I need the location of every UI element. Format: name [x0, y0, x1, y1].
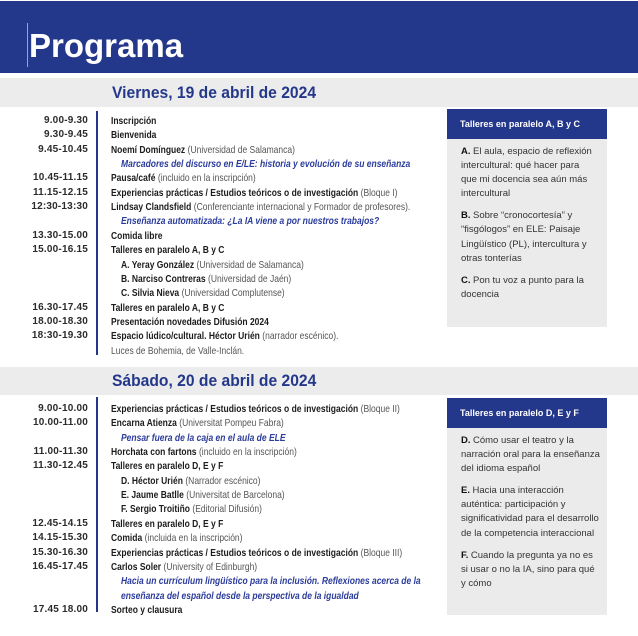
time-slot: 11.30-12.45	[32, 460, 88, 472]
time-slot: 9.00-10.00	[38, 402, 88, 414]
schedule-row	[0, 315, 440, 329]
workshop-line	[461, 187, 601, 201]
session-content	[111, 531, 242, 545]
workshop-line	[461, 512, 601, 526]
session-content	[111, 301, 224, 315]
workshop-text: de la competencia interaccional	[461, 527, 595, 539]
time-slot: 10.45-11.15	[32, 172, 88, 184]
session-title: Carlos Soler	[111, 560, 162, 573]
session-content	[111, 445, 297, 459]
day-heading: Viernes, 19 de abril de 2024	[112, 82, 317, 102]
workshop-text: intercultural: qué hacer para	[461, 159, 580, 171]
session-title: Talleres en paralelo D, E y F	[111, 517, 224, 530]
workshop-line	[461, 223, 601, 237]
workshop-session-row	[0, 502, 440, 516]
session-note: (Bloque I)	[360, 186, 398, 199]
workshop-letter: F.	[461, 549, 469, 561]
day-heading-band	[0, 367, 638, 395]
workshops-box-title: Talleres en paralelo D, E y F	[447, 398, 607, 428]
workshop-line	[461, 145, 601, 159]
session-note: Luces de Bohemia, de Valle-Inclán.	[111, 344, 245, 357]
talk-title-row	[0, 157, 440, 171]
session-content	[111, 329, 338, 343]
workshop-text: docencia	[461, 288, 500, 300]
workshop-item	[461, 484, 601, 541]
workshop-letter: B.	[461, 210, 471, 222]
schedule-row	[0, 186, 440, 200]
schedule-row	[0, 128, 440, 142]
session-note: (Editorial Difusión)	[192, 503, 262, 516]
session-title: Noemí Domínguez	[111, 143, 186, 156]
talk-title-row	[0, 574, 440, 588]
session-title: Presentación novedades Difusión 2024	[111, 316, 269, 329]
session-title: B. Narciso Contreras	[121, 272, 206, 285]
schedule-row	[0, 402, 440, 416]
session-title: Encarna Atienza	[111, 417, 177, 430]
time-slot: 11.15-12.15	[32, 186, 88, 198]
workshops-list	[447, 428, 607, 591]
schedule-row	[0, 344, 440, 358]
workshop-line	[461, 527, 601, 541]
session-content	[111, 315, 269, 329]
time-slot: 15.00-16.15	[32, 244, 88, 256]
session-content	[111, 143, 295, 157]
session-note: (incluida en la inscripción)	[144, 532, 243, 545]
workshop-text: intercultural	[461, 188, 511, 200]
session-note: (Universidad de Salamanca)	[187, 143, 295, 156]
day-saturday	[0, 367, 638, 617]
workshop-line	[461, 288, 601, 302]
session-content	[121, 474, 261, 488]
session-content	[111, 186, 398, 200]
session-content	[111, 114, 156, 128]
schedule-row	[0, 200, 440, 214]
workshop-text: El aula, espacio de reflexión	[473, 145, 592, 157]
text-cursor	[27, 23, 28, 67]
schedule-row	[0, 143, 440, 157]
workshops-box	[447, 109, 607, 327]
workshop-text: “fisgólogos” en ELE: Paisaje	[461, 224, 581, 236]
session-content	[111, 517, 223, 531]
session-content	[111, 459, 223, 473]
schedule-row	[0, 531, 440, 545]
session-content	[111, 402, 400, 416]
schedule-row	[0, 445, 440, 459]
workshop-item	[461, 434, 601, 477]
session-content	[121, 431, 286, 445]
workshop-line	[461, 498, 601, 512]
schedule-row	[0, 329, 440, 343]
session-note: (Narrador escénico)	[185, 474, 261, 487]
workshops-list	[447, 139, 607, 302]
session-title: Experiencias prácticas / Estudios teóricos o de investigación	[111, 402, 359, 415]
workshop-line	[461, 159, 601, 173]
session-note: (narrador escénico).	[262, 330, 339, 343]
session-title: D. Héctor Urién	[121, 474, 183, 487]
workshop-text: si usar o no la IA, sino para qué	[461, 563, 595, 575]
workshop-item	[461, 549, 601, 592]
session-title: A. Yeray González	[121, 258, 195, 271]
session-title: Talleres en paralelo A, B y C	[111, 301, 225, 314]
workshop-session-row	[0, 286, 440, 300]
session-content	[121, 589, 359, 603]
session-title: Experiencias prácticas / Estudios teóricos o de investigación	[111, 186, 359, 199]
time-slot: 16.45-17.45	[32, 560, 88, 572]
workshop-item	[461, 274, 601, 302]
talk-title-row	[0, 214, 440, 228]
schedule-row	[0, 243, 440, 257]
time-slot: 13.30-15.00	[32, 229, 88, 241]
workshop-line	[461, 173, 601, 187]
session-note: (incluido en la inscripción)	[157, 172, 256, 185]
session-note: (University of Edinburgh)	[163, 560, 258, 573]
session-title: Lindsay Clandsfield	[111, 201, 192, 214]
workshop-line	[461, 434, 601, 448]
schedule-row	[0, 301, 440, 315]
session-title: C. Silvia Nieva	[121, 287, 180, 300]
time-slot: 12.45-14.15	[32, 517, 88, 529]
workshop-text: y cómo	[461, 577, 492, 589]
schedule-row	[0, 546, 440, 560]
talk-title: Hacia un currículum lingüístico para la inclusión. Reflexiones acerca de la	[121, 575, 421, 588]
session-content	[121, 502, 262, 516]
time-slot: 18:30-19.30	[31, 330, 88, 342]
schedule-row	[0, 560, 440, 574]
day-heading-band	[0, 78, 638, 107]
workshop-text: otras tonterías	[461, 252, 522, 264]
session-title: E. Jaume Batlle	[121, 489, 184, 502]
workshop-text: significatividad para el desarrollo	[461, 513, 599, 525]
workshop-text: Sobre “cronocortesía” y	[473, 210, 573, 222]
schedule-list	[0, 402, 440, 618]
workshop-item	[461, 209, 601, 266]
session-title: Pausa/café	[111, 172, 156, 185]
session-content	[111, 128, 156, 142]
session-title: Espacio lúdico/cultural. Héctor Urién	[111, 330, 260, 343]
workshop-line	[461, 274, 601, 288]
session-title: Talleres en paralelo D, E y F	[111, 460, 224, 473]
session-title: Experiencias prácticas / Estudios teóricos o de investigación	[111, 546, 359, 559]
schedule-row	[0, 603, 440, 617]
session-note: (incluido en la inscripción)	[198, 445, 297, 458]
page-title: Programa	[29, 27, 184, 64]
session-content	[111, 546, 402, 560]
workshops-box	[447, 398, 607, 615]
time-slot: 9.30-9.45	[43, 129, 88, 141]
time-slot: 9.00-9.30	[43, 114, 88, 126]
time-slot: 15.30-16.30	[32, 546, 88, 558]
schedule-row	[0, 229, 440, 243]
time-slot: 9.45-10.45	[38, 143, 88, 155]
talk-title: Pensar fuera de la caja en el aula de ELE	[121, 431, 286, 444]
workshop-text: Pon tu voz a punto para la	[473, 274, 584, 286]
session-content	[111, 560, 257, 574]
talk-title: enseñanza del español desde la perspectiva de la igualdad	[121, 589, 359, 602]
session-note: (Bloque II)	[360, 402, 400, 415]
page-header	[0, 1, 638, 73]
session-title: Bienvenida	[111, 129, 157, 142]
workshop-letter: C.	[461, 274, 471, 286]
workshops-box-title: Talleres en paralelo A, B y C	[447, 109, 607, 139]
workshop-line	[461, 209, 601, 223]
session-title: Sorteo y clausura	[111, 604, 183, 617]
schedule-row	[0, 114, 440, 128]
workshop-text: Cuando la pregunta ya no es	[470, 549, 593, 561]
workshop-line	[461, 563, 601, 577]
session-note: (Universidad de Salamanca)	[196, 258, 304, 271]
session-note: (Universitat Pompeu Fabra)	[179, 417, 284, 430]
session-content	[111, 229, 163, 243]
time-slot: 10.00-11.00	[32, 417, 88, 429]
workshop-text: Cómo usar el teatro y la	[473, 434, 574, 446]
session-content	[111, 171, 256, 185]
session-content	[121, 214, 379, 228]
day-heading: Sábado, 20 de abril de 2024	[112, 371, 317, 390]
session-content	[121, 157, 410, 171]
workshop-letter: A.	[461, 145, 471, 157]
workshop-line	[461, 484, 601, 498]
session-title: Inscripción	[111, 114, 157, 127]
workshop-session-row	[0, 474, 440, 488]
workshop-text: auténtica: participación y	[461, 499, 566, 511]
workshop-session-row	[0, 272, 440, 286]
workshop-letter: D.	[461, 434, 471, 446]
workshop-session-row	[0, 488, 440, 502]
time-slot: 11.00-11.30	[33, 445, 88, 457]
workshop-text: narración oral para la enseñanza	[461, 448, 600, 460]
session-note: (Universitat de Barcelona)	[186, 489, 285, 502]
time-slot: 14.15-15.30	[32, 532, 88, 544]
schedule-row	[0, 459, 440, 473]
session-content	[121, 286, 285, 300]
workshop-session-row	[0, 258, 440, 272]
session-content	[111, 243, 224, 257]
session-content	[111, 416, 284, 430]
talk-title-row	[0, 589, 440, 603]
schedule-list	[0, 114, 440, 358]
time-slot: 12:30-13:30	[31, 201, 88, 213]
session-content	[121, 258, 304, 272]
session-note: (Universidad de Jaén)	[208, 272, 292, 285]
workshop-line	[461, 252, 601, 266]
session-note: (Conferenciante internacional y Formador de profesores).	[193, 201, 411, 214]
workshop-text: Hacia una interacción	[472, 484, 564, 496]
talk-title-row	[0, 431, 440, 445]
workshop-item	[461, 145, 601, 202]
session-content	[121, 488, 285, 502]
workshop-line	[461, 448, 601, 462]
session-content	[111, 200, 410, 214]
workshop-text: que mi docencia sea aún más	[461, 173, 588, 185]
session-title: Horchata con fartons	[111, 445, 197, 458]
talk-title: Marcadores del discurso en E/LE: historia y evolución de su enseñanza	[121, 157, 411, 170]
time-slot: 18.00-18.30	[32, 316, 88, 328]
time-slot: 17.45 18.00	[32, 604, 88, 616]
session-note: (Bloque III)	[360, 546, 403, 559]
schedule-row	[0, 517, 440, 531]
session-title: Comida libre	[111, 229, 163, 242]
session-title: F. Sergio Troitiño	[121, 503, 190, 516]
session-title: Comida	[111, 532, 143, 545]
session-note: (Universidad Complutense)	[181, 287, 285, 300]
talk-title: Enseñanza automatizada: ¿La IA viene a por nuestros trabajos?	[121, 215, 380, 228]
workshop-line	[461, 549, 601, 563]
session-content	[111, 603, 182, 617]
session-content	[111, 344, 244, 358]
workshop-letter: E.	[461, 484, 470, 496]
time-slot: 16.30-17.45	[32, 301, 88, 313]
session-content	[121, 272, 291, 286]
workshop-text: Lingüístico (PL), intercultura y	[461, 238, 587, 250]
session-title: Talleres en paralelo A, B y C	[111, 244, 225, 257]
session-content	[121, 574, 421, 588]
workshop-text: del idioma español	[461, 462, 541, 474]
workshop-line	[461, 238, 601, 252]
schedule-row	[0, 171, 440, 185]
workshop-line	[461, 577, 601, 591]
workshop-line	[461, 462, 601, 476]
day-friday	[0, 78, 638, 358]
schedule-row	[0, 416, 440, 430]
